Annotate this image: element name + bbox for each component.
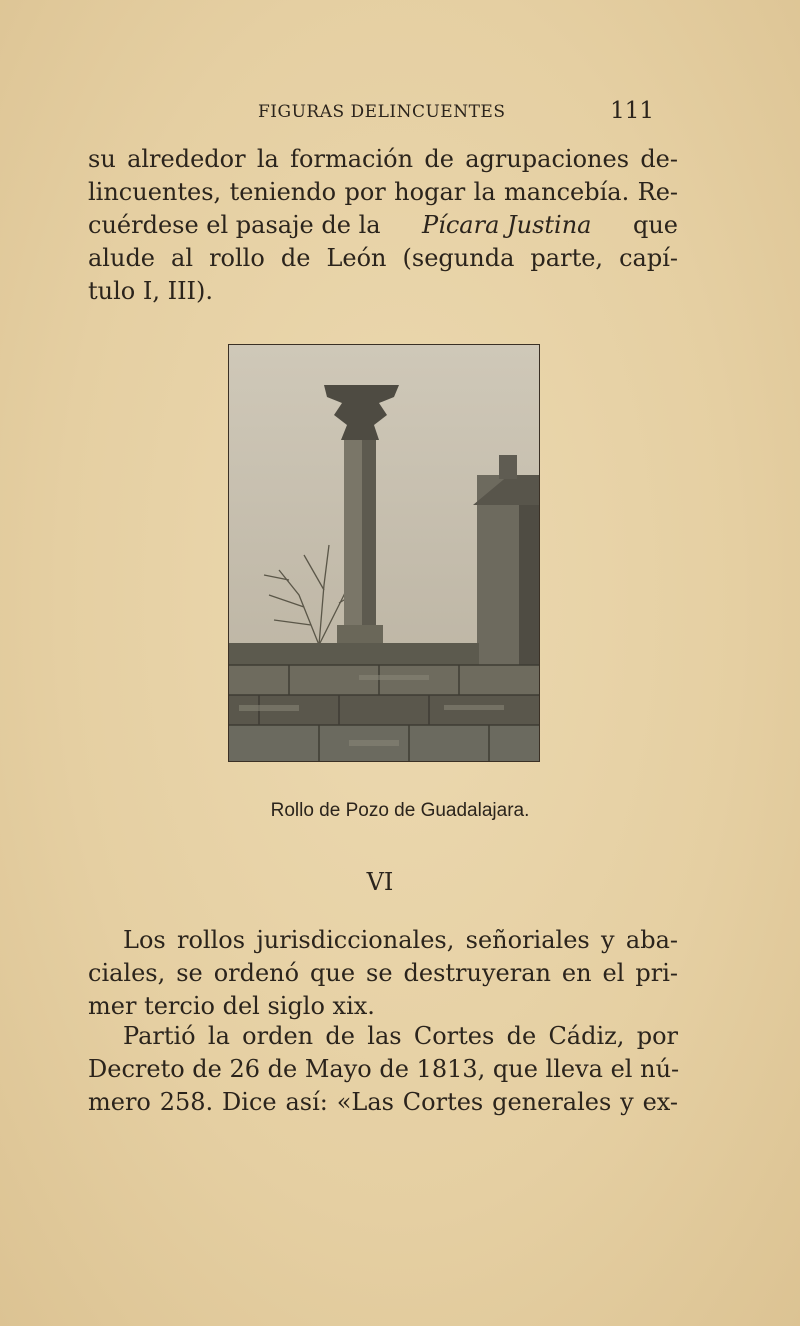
text-line: mero 258. Dice así: «Las Cortes generales y ex- — [88, 1088, 678, 1116]
text-line: su alrededor la formación de agrupaciones de- — [88, 145, 678, 173]
text-line: alude al rollo de León (segunda parte, capí- — [88, 244, 678, 272]
page-number: 111 — [610, 98, 654, 124]
tower-top — [499, 455, 517, 479]
text-fragment: que — [632, 211, 678, 239]
text-fragment: cuérdese el pasaje de la — [88, 211, 381, 239]
paragraph-1 — [88, 143, 678, 308]
book-title-italic: Pícara Justina — [422, 211, 592, 239]
text-line — [88, 209, 678, 242]
column-shaft-shade — [362, 440, 376, 650]
text-line: tulo I, III). — [88, 277, 214, 305]
paragraph-2 — [88, 924, 678, 1023]
paragraph-3 — [88, 1020, 678, 1119]
text-line: mer tercio del siglo xix. — [88, 992, 375, 1020]
text-line: Partió la orden de las Cortes de Cádiz, por — [123, 1022, 678, 1050]
page-header — [90, 98, 660, 128]
photo-rollo — [228, 344, 540, 762]
text-line: lincuentes, teniendo por hogar la mancebía. Re- — [88, 178, 678, 206]
photo-illustration — [229, 345, 540, 762]
text-line: Los rollos jurisdiccionales, señoriales y aba- — [123, 926, 678, 954]
text-line: Decreto de 26 de Mayo de 1813, que lleva el nú- — [88, 1055, 680, 1083]
section-heading: VI — [366, 868, 394, 896]
text-line: ciales, se ordenó que se destruyeran en el pri- — [88, 959, 678, 987]
running-title: FIGURAS DELINCUENTES — [258, 102, 506, 122]
figure-caption: Rollo de Pozo de Guadalajara. — [270, 800, 530, 821]
